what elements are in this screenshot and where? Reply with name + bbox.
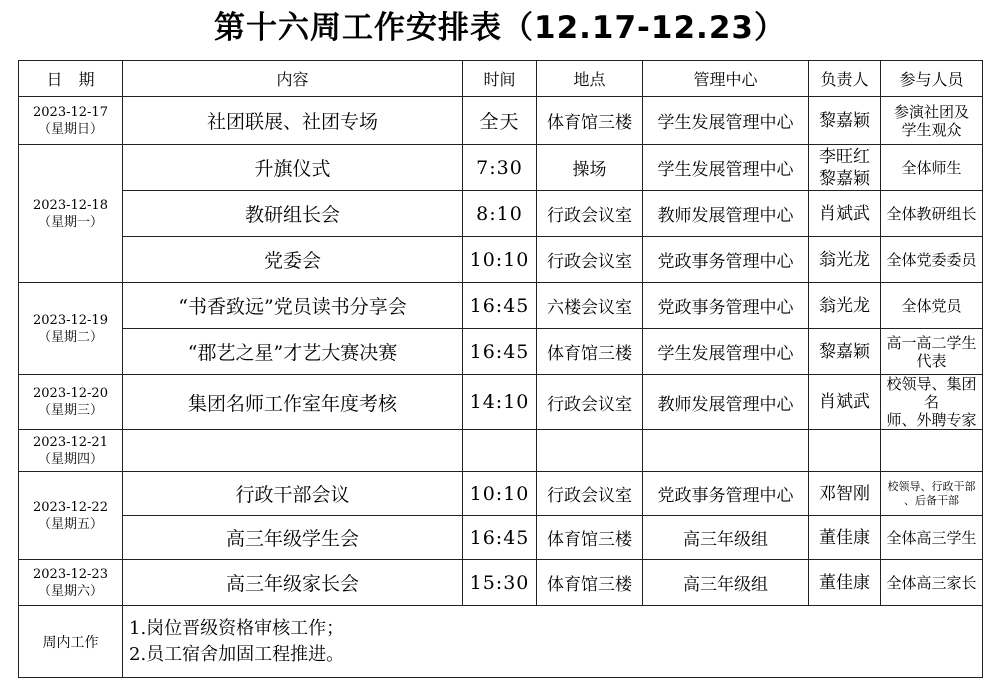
event-time: 7:30 [463,145,537,191]
table-row [19,430,983,472]
event-owner [809,516,881,560]
event-location: 体育馆三楼 [537,97,643,145]
event-owner [809,237,881,283]
event-center: 党政事务管理中心 [643,283,809,329]
event-time: 10:10 [463,237,537,283]
event-content: 教研组长会 [123,191,463,237]
weekday-value: （星期四） [37,451,103,467]
date-cell [19,145,123,283]
date-value: 2023-12-22 [33,499,108,515]
date-value: 2023-12-21 [33,434,108,450]
event-participants [881,375,983,430]
event-content: 集团名师工作室年度考核 [123,375,463,430]
event-location: 操场 [537,145,643,191]
event-participants [881,472,983,516]
weekday-value: （星期二） [37,329,103,345]
participant-line: 全体高三学生 [886,528,977,547]
event-participants [881,430,983,472]
event-owner [809,472,881,516]
event-location [537,430,643,472]
header-time: 时间 [463,61,537,97]
date-cell [19,560,123,606]
event-center: 高三年级组 [643,516,809,560]
event-time: 16:45 [463,283,537,329]
owner-name: 黎嘉颖 [819,110,870,131]
owner-name: 黎嘉颖 [819,168,870,189]
event-center: 学生发展管理中心 [643,329,809,375]
participant-line: 全体教研组长 [886,204,977,223]
event-content: 党委会 [123,237,463,283]
participant-line: 参演社团及 [893,102,969,121]
event-participants [881,560,983,606]
participant-line: 、后备干部 [904,493,959,507]
participant-line: 高一高二学生 [886,333,977,352]
owner-name: 翁光龙 [819,249,870,270]
date-value: 2023-12-19 [33,312,108,328]
schedule-body [19,97,983,606]
weekly-content [123,606,983,678]
event-participants [881,145,983,191]
schedule-table [18,60,983,678]
event-time: 16:45 [463,329,537,375]
event-center: 党政事务管理中心 [643,472,809,516]
date-cell [19,97,123,145]
event-time: 8:10 [463,191,537,237]
event-center: 教师发展管理中心 [643,375,809,430]
event-owner [809,145,881,191]
event-participants [881,283,983,329]
event-center [643,430,809,472]
table-row [19,560,983,606]
weekly-item: 1.岗位晋级资格审核工作； [129,617,345,639]
event-time: 10:10 [463,472,537,516]
event-time: 14:10 [463,375,537,430]
event-owner [809,97,881,145]
event-content: 社团联展、社团专场 [123,97,463,145]
table-row [19,516,983,560]
event-center: 学生发展管理中心 [643,97,809,145]
table-row [19,97,983,145]
date-value: 2023-12-17 [33,104,108,120]
event-location: 体育馆三楼 [537,329,643,375]
participant-line: 代表 [916,351,947,370]
participant-line: 全体党委委员 [886,250,977,269]
event-time [463,430,537,472]
table-row [19,329,983,375]
participant-line: 师、外聘专家 [886,411,977,429]
date-cell [19,472,123,560]
event-content: 行政干部会议 [123,472,463,516]
table-row [19,145,983,191]
header-content: 内容 [123,61,463,97]
event-location: 体育馆三楼 [537,516,643,560]
owner-name: 董佳康 [819,572,870,593]
header-participants: 参与人员 [881,61,983,97]
header-row [19,61,983,97]
owner-name: 肖斌武 [819,392,870,412]
date-value: 2023-12-23 [33,566,108,582]
date-value: 2023-12-20 [33,386,108,401]
event-center: 教师发展管理中心 [643,191,809,237]
event-participants [881,237,983,283]
weekday-value: （星期五） [37,516,103,532]
participant-line: 学生观众 [901,120,962,139]
participant-line: 校领导、行政干部 [887,479,976,493]
date-cell [19,375,123,430]
event-owner [809,283,881,329]
owner-name: 肖斌武 [819,203,870,224]
page-title: 第十六周工作安排表（12.17-12.23） [214,10,786,46]
weekday-value: （星期三） [37,403,103,418]
event-time: 15:30 [463,560,537,606]
weekly-row [19,606,983,678]
event-location: 六楼会议室 [537,283,643,329]
event-content: 高三年级学生会 [123,516,463,560]
event-time: 全天 [463,97,537,145]
event-participants [881,329,983,375]
weekday-value: （星期日） [37,121,103,137]
event-owner [809,430,881,472]
event-content: “书香致远”党员读书分享会 [123,283,463,329]
participant-line: 校领导、集团名 [886,375,977,411]
header-center: 管理中心 [643,61,809,97]
owner-name: 黎嘉颖 [819,341,870,362]
weekday-value: （星期六） [37,583,103,599]
event-participants [881,97,983,145]
event-center: 党政事务管理中心 [643,237,809,283]
event-content [123,430,463,472]
participant-line: 全体高三家长 [886,573,977,592]
participant-line: 全体党员 [901,296,962,315]
participant-line: 全体师生 [901,158,962,177]
event-owner [809,560,881,606]
header-owner: 负责人 [809,61,881,97]
event-center: 高三年级组 [643,560,809,606]
owner-name: 李旺红 [819,146,870,167]
table-row [19,472,983,516]
event-location: 体育馆三楼 [537,560,643,606]
table-row [19,237,983,283]
event-location: 行政会议室 [537,375,643,430]
event-content: “郡艺之星”才艺大赛决赛 [123,329,463,375]
owner-name: 邓智刚 [819,483,870,504]
table-row [19,375,983,430]
weekday-value: （星期一） [37,214,103,230]
event-location: 行政会议室 [537,472,643,516]
event-location: 行政会议室 [537,237,643,283]
event-owner [809,329,881,375]
date-value: 2023-12-18 [33,197,108,213]
date-cell [19,430,123,472]
table-row [19,191,983,237]
owner-name: 翁光龙 [819,295,870,316]
event-owner [809,191,881,237]
owner-name: 董佳康 [819,527,870,548]
event-content: 升旗仪式 [123,145,463,191]
event-owner [809,375,881,430]
event-participants [881,191,983,237]
table-row [19,283,983,329]
header-location: 地点 [537,61,643,97]
event-location: 行政会议室 [537,191,643,237]
event-center: 学生发展管理中心 [643,145,809,191]
weekly-label: 周内工作 [19,606,123,678]
event-participants [881,516,983,560]
event-time: 16:45 [463,516,537,560]
weekly-item: 2.员工宿舍加固工程推进。 [129,643,345,665]
date-cell [19,283,123,375]
header-date: 日 期 [19,61,123,97]
event-content: 高三年级家长会 [123,560,463,606]
